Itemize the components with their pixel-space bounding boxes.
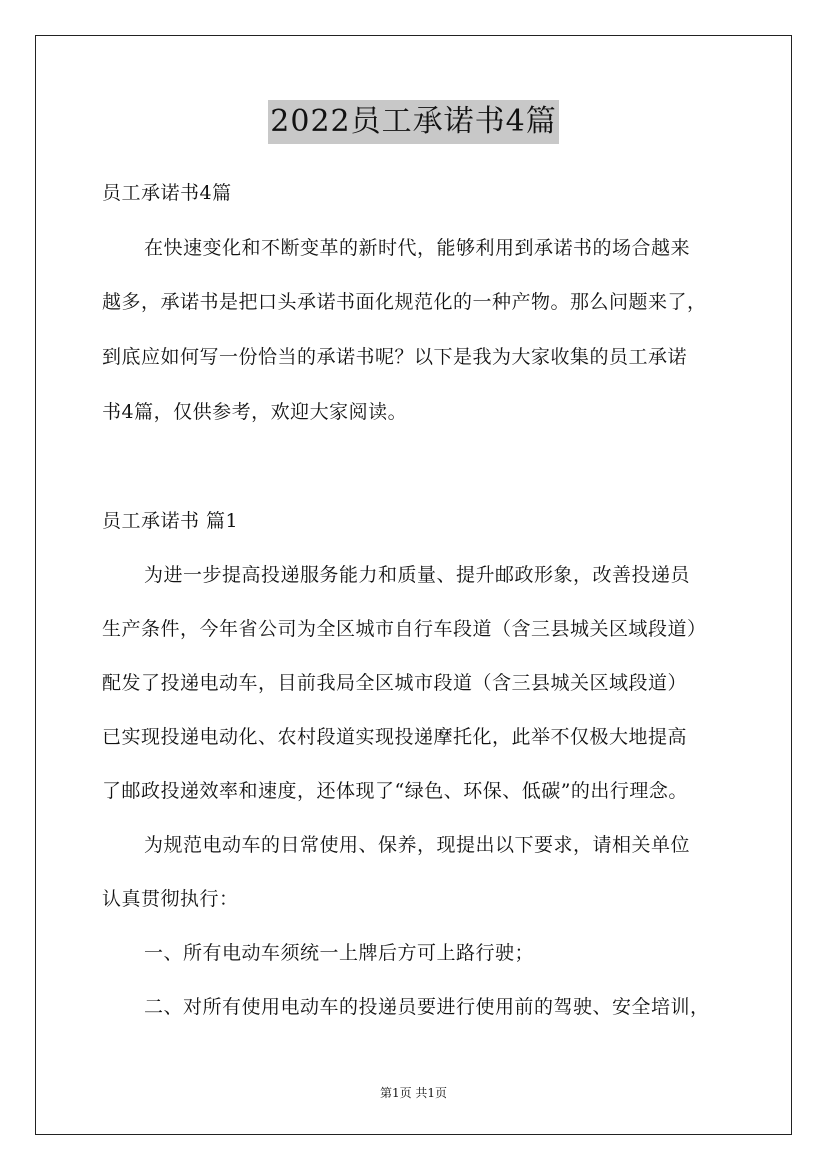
list-item: 二、对所有使用电动车的投递员要进行使用前的驾驶、安全培训， <box>144 996 710 1018</box>
page-footer: 第1页 共1页 <box>379 1086 448 1100</box>
paragraph-line: 越多，承诺书是把口头承诺书面化规范化的一种产物。那么问题来了， <box>102 291 707 313</box>
paragraph-line: 在快速变化和不断变革的新时代，能够利用到承诺书的场合越来 <box>144 237 691 259</box>
paragraph-line: 了邮政投递效率和速度，还体现了“绿色、环保、低碳”的出行理念。 <box>102 780 688 802</box>
document-title: 2022员工承诺书4篇 <box>268 100 558 144</box>
paragraph-line: 已实现投递电动化、农村段道实现投递摩托化，此举不仅极大地提高 <box>102 726 688 748</box>
paragraph-line: 为规范电动车的日常使用、保养，现提出以下要求，请相关单位 <box>144 834 691 856</box>
paragraph-line: 认真贯彻执行： <box>102 888 239 910</box>
section-heading: 员工承诺书 篇1 <box>102 510 239 532</box>
paragraph-line: 生产条件，今年省公司为全区城市自行车段道（含三县城关区域段道） <box>102 618 707 640</box>
paragraph-line: 到底应如何写一份恰当的承诺书呢？以下是我为大家收集的员工承诺 <box>102 346 688 368</box>
paragraph-line: 书4篇，仅供参考，欢迎大家阅读。 <box>102 401 408 423</box>
title-block <box>0 100 827 144</box>
paragraph-line: 为进一步提高投递服务能力和质量、提升邮政形象，改善投递员 <box>144 564 691 586</box>
paragraph-line: 配发了投递电动车，目前我局全区城市段道（含三县城关区域段道） <box>102 672 688 694</box>
list-item: 一、所有电动车须统一上牌后方可上路行驶； <box>144 942 535 964</box>
section-heading: 员工承诺书4篇 <box>102 182 232 204</box>
